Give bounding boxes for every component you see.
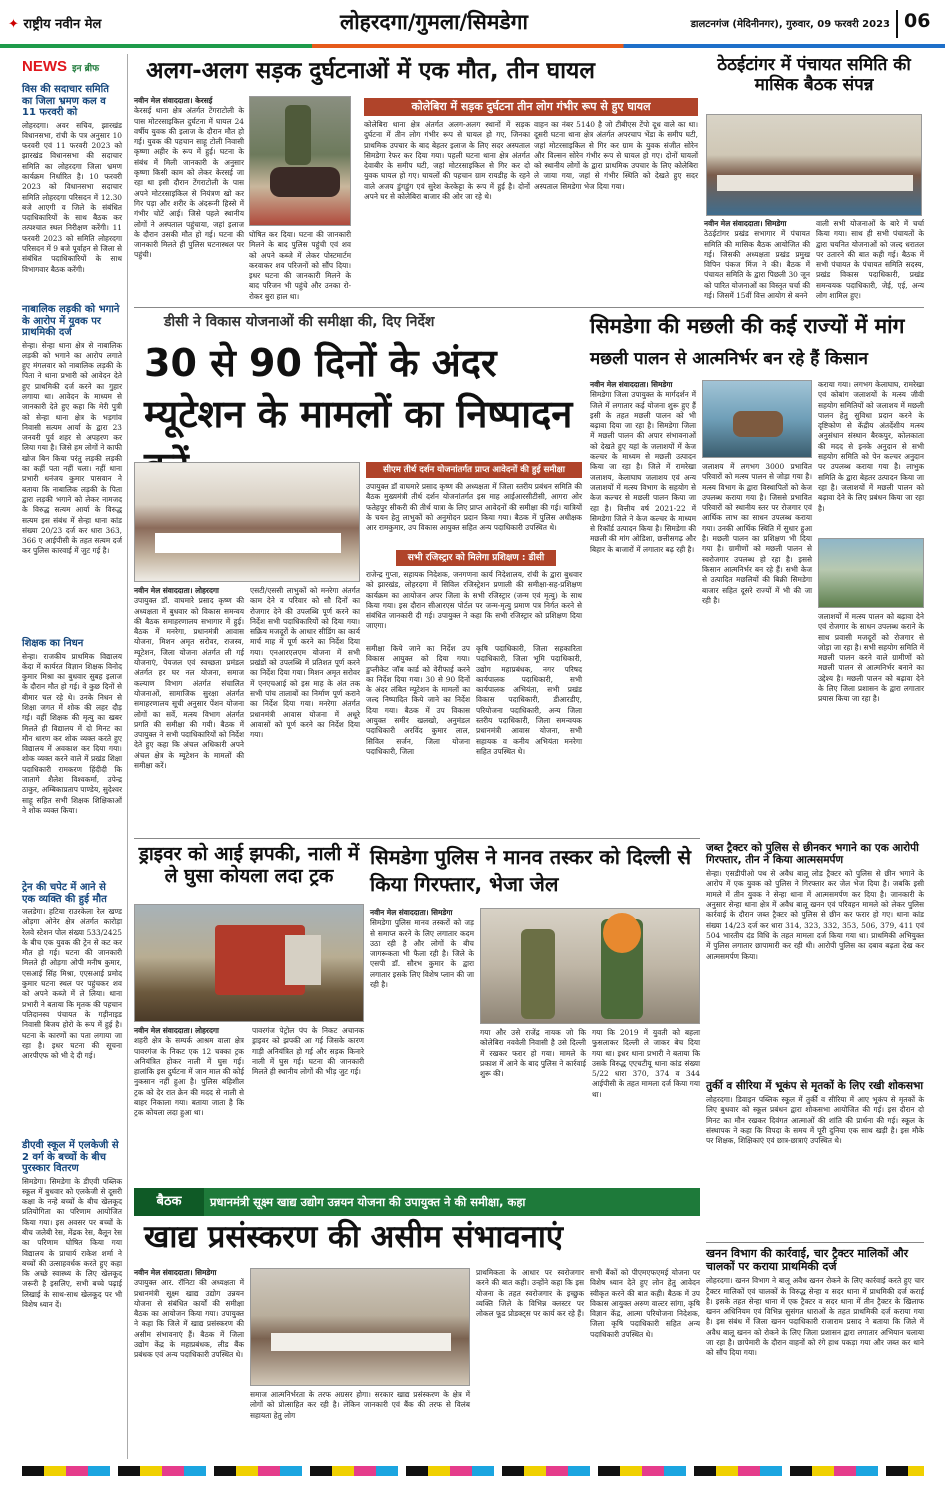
trafficker-text-3: गया कि 2019 में युवती को बहला फुसलाकर दिल्ली ले जाकर बेच दिया गया था। इधर थाना प्रभारी ने बताया कि उसके विरुद्ध एएचटीयू थाना कांड संख्या 5/22 धारा 370, 374 व 344 आईपीसी के तहत मामला दर्ज किया गया था। [592,1028,700,1099]
food-text-2: समाज आत्मनिर्भरता के तरफ अग्रसर होगा। सरकार खाद्य प्रसंस्करण के क्षेत्र में लोगों को प्रोत्साहित कर रही है। लेकिन जानकारी एवं बैंक की तरफ से विलंब सहायता हेतु लोग [250,1390,470,1420]
trafficker-story [370,842,700,1182]
food-banner [134,1188,700,1216]
meeting-desk [271,1333,451,1351]
food-banner-text: प्रधानमंत्री सूक्ष्म खाद्य उद्योग उन्नयन योजना की उपायुक्त ने की समीक्षा, कहा [210,1195,526,1209]
brief-item: नाबालिक लड़की को भगाने के आरोप में युवक पर प्राथमिकी दर्ज सेन्हा। सेन्हा थाना क्षेत्र से नाबालिक लड़की को भगाने का आरोप लगाते हुए मंगलवार को नाबालिक लड़की के पिता ने थाना प्रभारी को आवेदन देते हुए प्राथमिकी दर्ज करने का गुहार लगाया था। आवेदन के माध्यम से जानकारी देते हुए कहा कि मेरी पुत्री को सेन्हा थाना क्षेत्र के भड़गांव निवासी सत्यम आर्या के द्वारा 23 जनवरी पूर्व शहर से अपहरण कर लिया गया है। जिसे हम लोगों ने काफी खोज बिन किया परंतु लड़की लड़की का कहीं पता नहीं चला। नहीं थाना प्रभारी धनंजय कुमार पासवान ने बताया कि नाबालिक लड़की के पिता द्वारा लड़की भगाने को लेकर नामजद के विरुद्ध सत्यम आर्या के विरुद्ध सत्यम इस संबंध में सेन्हा थाना कांड संख्या 20/23 दर्ज कर धारा 363, 366 ए आईपीसी के तहत सत्यम दर्ज कर पुलिस कारवाई में जुट गई है। [22,304,122,556]
column-divider [127,54,128,1459]
earthquake-story: तुर्की व सीरिया में भूकंप से मृतकों के लिए रखी शोकसभा लोहरदगा। डिवाइन पब्लिक स्कूल में तुर्की व सीरिया में आए भूकंप से मृतकों के लिए बुधवार को स्कूल प्रबंधन द्वारा शोकसभा आयोजित की गई। इस दौरान दो मिनट का मौन रखकर दिवंगत आत्माओं की शांति की प्रार्थना की गई। स्कूल के संस्थापक ने कहा कि विपदा के समय में पूरी दुनिया एक साथ खड़ी है। इस मौके पर शिक्षक, शिक्षिकाएं एवं छात्र-छात्राएं उपस्थित थे। [706,1080,924,1146]
fish-headline: सिमडेगा की मछली की कई राज्यों में मांग [590,314,905,338]
mutation-text-1: नवीन मेल संवाददाता। लोहरदगा उपायुक्त डॉ. वाघमारे प्रसाद कृष्ण की अध्यक्षता में बुधवार को विकास समन्वय की बैठक समाहरणालय सभागार में हुई। बैठक में मनरेगा, प्रधानमंत्री आवास योजना, मिशन अमृत सरोवर, राजस्व, म्यूटेशन, जिला योजना अंतर्गत ली गई योजनाएं, पेयजल एवं स्वच्छता प्रमंडल अंतर्गत हर घर नल योजना, समाज कल्याण विभाग अंतर्गत संचालित योजनाओं, सामाजिक सुरक्षा अंतर्गत समाहरणालय सूची अनुसार पेंशन योजना लोगों का सर्वे, मत्स्य विभाग अंतर्गत प्रगति की समीक्षा की गयी। बैठक में उपायुक्त ने सभी पदाधिकारियों को निर्देश देते हुए कहा कि अंचल अधिकारी अपने अंचल क्षेत्र के म्यूटेशन के मामलों की समीक्षा करें। [134,586,244,771]
blurred-face [603,913,641,953]
truck-text-1: नवीन मेल संवाददाता। लोहरदगा शहरी क्षेत्र के सम्पर्क आश्रम वाला क्षेत्र पावरगंज के निकट एक 12 चक्का ट्रक अनियंत्रित होकर नाली में घुस गई। हालांकि इस दुर्घटना में जान माल की कोई नुकसान नहीं हुआ है। पुलिस बहिशील ट्रक को देर रात क्रेन की मदद से नाली से बाहर निकाला गया। बताया जाता है कि ट्रक कोयला लदा हुआ था। [134,1026,244,1118]
pilgrimage-sub-banner: सीएम तीर्थ दर्शन योजनांतर्गत प्राप्त आवेदनों की हुई समीक्षा [366,462,582,478]
accident-left-text: नवीन मेल संवाददाता। केरसई केरसई थाना क्षेत्र अंतर्गत टेंगराटोली के पास मोटरसाइकिल दुर्घटना में घायल 24 वर्षीय युवक की इलाज के दौरान मौत हो गई। युवक की पहचान साहू टोली निवासी कृष्णा अहीर के रूप में हुई। घटना के संबंध में मिली जानकारी के अनुसार कृष्णा किसी काम को लेकर केरसई जा रहा था इसी दौरान टेंगराटोली के पास अपने मोटरसाइकिल से नियंत्रण खो कर गिर पड़ा और शरीर के अंदरूनी हिस्से में गंभीर चोटें आई। जिसे पहले स्थानीय लोगों ने अस्पताल पहुंचाया, जहां इलाज के दौरान उसकी मौत हो गई। घटना की जानकारी मिलते ही पुलिस घटनास्थल पर पहुंची। [134,96,244,260]
trafficker-text-1: नवीन मेल संवाददाता। सिमडेगा सिमडेगा पुलिस मानव तस्करों को जड़ से समाप्त करने के लिए लगातार कदम उठा रही है और लोगों के बीच जागरूकता भी फैला रही है। जिले के एसपी डॉ. सौरभ कुमार के द्वारा लगातार इसके लिए विशेष प्लान की जा रही है। [370,908,474,990]
food-text-3: प्राथमिकता के आधार पर स्वरोजगार करने की बात कही। उन्होंने कहा कि इस योजना के तहत स्वरोजगार के इच्छुक व्यक्ति जिले के विभिन्न क्लस्टर पर लोकल फूड प्रोडक्ट्स पर कार्य कर रहे हैं। [476,1268,585,1319]
registrar-text: राजेन्द्र गुप्ता, सहायक निदेशक, जनगणना कार्य निदेशालय, रांची के द्वारा बुधवार को झारखंड, लोहरदगा में सिविल रजिस्ट्रेशन प्रणाली की समीक्षा-सह-प्रशिक्षण कार्यक्रम का आयोजन अपर जिला के सभी रजिस्ट्रार (जन्म एवं मृत्यु) के साथ किया गया। इस दौरान सीआरएस पोर्टल पर जन्म-मृत्यु प्रमाण पत्र निर्गत करने से संबंधित जानकारी दी गई। उपायुक्त ने कहा कि सभी रजिस्ट्रार को प्रशिक्षण दिया जाएगा। [366,570,582,631]
mutation-kicker: डीसी ने विकास योजनाओं की समीक्षा की, दिए निर्देश [164,314,435,330]
mutation-text-2: एसटी/एससी लाभुकों को मनरेगा अंतर्गत काम देने व परिवार को सौ दिनों का रोजगार देने की उपलब्धि पूर्ण करने का निर्देश सभी पदाधिकारियों को दिया गया। सक्रिय मजदूरों के आधार सीडिंग का कार्य मार्च माह में पूर्ण करने का निर्देश दिया गया। एनआरएलएम योजना में सभी प्रखंडों को उपलब्धि में प्रतिशत पूर्ण करने का निर्देश दिया गया। मिशन अमृत सरोवर में एनएचआई को इस माह के अंत तक सभी पांच तालाबों का निर्माण पूर्ण कराने का निर्देश दिया गया। मनरेगा अंतर्गत प्रधानमंत्री आवास योजना में अधूरे आवासों को पूर्ण करने का निर्देश दिया गया। [250,586,360,740]
food-text-4: सभी बैंकों को पीएमएफएमई योजना पर विशेष ध्यान देते हुए लोन हेतु आवेदन स्वीकृत करने की बात कही। बैठक में उप विकास आयुक्त अरुण वाल्टर सांगा, कृषि विज्ञान केंद्र, आत्मा परियोजना निदेशक, जिला कृषि पदाधिकारी सहित अन्य पदाधिकारी उपस्थित थे। [590,1268,700,1339]
fish-pen-photo [702,380,812,458]
officer-figure [521,929,555,1019]
newspaper-logo: ✦ राष्ट्रीय नवीन मेल [8,17,102,32]
section-divider [134,838,700,839]
accident-mid-text: घोषित कर दिया। घटना की जानकारी मिलने के बाद पुलिस पहुंची एवं शव को अपने कब्जे में लेकर पोस्टमार्टम करवाकर शव परिजनों को सौंप दिया। इधर घटना की जानकारी मिलने के बाद परिजन भी पहुंचे और उनका रो-रोकर बुरा हाल था। [249,230,351,301]
accident-right-text-2: वाहन का नंबर 5140 है जो टीबीएस टेंपो दूध वाले का था। दूसरी घटना थाना क्षेत्र अंतर्गत अपरचाप भेंडा के समीप घटी, जहां मोटरसाइकिल से गिर कर ग्राम के युवक संजीत सोरेन और विल्सन सोरेन गंभीर रूप से घायल हो गए। दोनों घायलों को स्थानीय लोगों के द्वारा प्राथमिक उपचार के लिए कोलेबिरा ले जाया गया, जहां से गंभीर स्थिति को देखते हुए सदर अस्पताल सिमडेगा भेज दिया गया। [534,120,698,191]
truck-text-2: पावरगंज पेट्रोल पंप के निकट अचानक ड्राइवर को झपकी आ गई जिसके कारण गाड़ी अनियंत्रित हो गई और सड़क किनारे नाली में घुस गई। घटना की जानकारी मिलते ही स्थानीय लोगों की भीड़ जुट गई। [252,1026,364,1077]
tractor-headline: जब्त ट्रैक्टर को पुलिस से छीनकर भगाने का एक आरोपी गिरफ्तार, तीन ने किया आत्मसमर्पण [706,842,919,867]
section-title: लोहरदगा/गुमला/सिमडेगा [340,10,528,34]
footer-color-bar [22,1466,924,1476]
thethaitangar-text-1: नवीन मेल संवाददाता। सिमडेगा ठेठईटांगर प्रखंड सभागार में पंचायत समिति की मासिक बैठक आयोजित की गई। जिसकी अध्यक्षता प्रखंड प्रमुख विपिन पंकज मिंज ने की। बैठक में पंचायत समिति के द्वारा पिछली 30 जून को पारित योजनाओं का विस्तृत चर्चा की गई। जिसमें 15वीं वित्त आयोग से बनने [704,219,811,301]
mutation-text-4: कृषि पदाधिकारी, जिला सहकारिता पदाधिकारी, जिला भूमि पदाधिकारी, उद्योग महाप्रबंधक, नगर परिषद कार्यपालक पदाधिकारी, सभी कार्यपालक अभियंता, सभी प्रखंड विकास पदाधिकारी, डीआरडीए, परियोजना पदाधिकारी, अन्य जिला स्तरीय पदाधिकारी, जिला समन्वयक प्रधानमंत्री आवास योजना, सभी सहायक व कनीय अभियंता मनरेगा सहित उपस्थित थे। [476,644,582,756]
bird-icon: ✦ [8,17,19,32]
dateline: डालटनगंज (मेदिनीनगर), गुरुवार, 09 फरवरी 2023 [690,19,890,30]
masthead [0,0,945,48]
registrar-sub-banner: सभी रजिस्ट्रार को मिलेगा प्रशिक्षण : डीसी [396,550,556,566]
tractor-story: जब्त ट्रैक्टर को पुलिस से छीनकर भगाने का एक आरोपी गिरफ्तार, तीन ने किया आत्मसमर्पण सेन्हा। एसडीपीओ पथ से अवैध बालू लोड ट्रैक्टर को पुलिस से छीन भगाने के आरोप में एक युवक को पुलिस ने गिरफ्तार कर जेल भेज दिया है। जबकि इसी मामले में तीन युवक ने सेन्हा थाना में आत्मसमर्पण कर दिया है। जानकारी के अनुसार सेन्हा थाना क्षेत्र में अवैध बालू खनन एवं परिवहन मामले को लेकर पुलिस कार्रवाई के दौरान जब्त ट्रैक्टर को पुलिस से छीन कर फरार हो गए। थाना कांड संख्या 14/23 दर्ज कर धारा 314, 323, 332, 353, 506, 379, 411 एवं 504 भारतीय दंड विधि के तहत मामला दर्ज किया गया था। प्राथमिकी अभियुक्त में पुलिस लगातार छापामारी कर रही थी। आरोपी पुलिस का दबाव बढ़ता देख कर आत्मसमर्पण किया। [706,842,924,961]
truck-photo [134,904,364,1022]
mutation-headline: 30 से 90 दिनों के अंदर म्यूटेशन के मामलों का निष्पादन [144,341,573,437]
accident-right-text-1: कोलेबिरा थाना क्षेत्र अंतर्गत अलग-अलग स्थानों में सड़क दुर्घटना में तीन लोग गंभीर रूप से घायल हो गए, जिनका प्राथमिक उपचार के बाद बेहतर इलाज के लिए सदर अस्पताल सिमडेगा रेफर कर दिया गया। पहली घटना थाना क्षेत्र अंतर्गत देवाबीर के समीप घटी, जहां मोटरसाइकिल से गिर कर दो युवक घायल हो गए। घायलों की पहचान ग्राम रायडीह के रहने वाले अजय डुंगडुंग एवं सुरेश केरकेट्टा के रूप में हुई है। दोनों अपने घर से कोलेबिरा बाजार की ओर जा रहे थे। [364,120,530,202]
thethaitangar-text-2: वाली सभी योजनाओं के बारे में चर्चा किया गया। साथ ही सभी पंचायतों के द्वारा चयनित योजनाओं को जल्द धरातल पर उतारने की बात कही गई। बैठक में सभी पंचायत के पंचायत समिति सदस्य, प्रखंड विकास पदाधिकारी, प्रखंड समन्वयक पदाधिकारी, जेई, एई, अन्य लोग शामिल हुए। [816,219,924,301]
section-divider [706,1242,924,1243]
fish-text-2: जलाशय में लगभग 3000 प्रभावित परिवारों को मत्स्य पालन से जोड़ा गया है। मत्स्य विभाग के द्वारा विस्थापितों को केज उपलब्ध कराया गया है। जिससे प्रभावित परिवारों को स्थानीय स्तर पर रोजगार एवं आर्थिक लाभ का साधन उपलब्ध कराया गया। उनकी आर्थिक स्थिति में सुधार हुआ है। मछली पालन का प्रशिक्षण भी दिया गया है। ग्रामीणों को मछली पालन से स्वरोजगार उपलब्ध हो रहा है। इससे किसान आत्मनिर्भर बन रहे हैं। सभी केज से उत्पादित मछलियों की बिक्री सिमडेगा बाजार सहित दूसरे राज्यों में भी की जा रही है। [702,462,812,605]
mutation-story [134,312,584,835]
accident-photo [249,96,351,226]
thethaitangar-headline: ठेठईटांगर में पंचायत समिति की मासिक बैठक संपन्न [717,55,911,95]
fish-text-3: कराया गया। लगभग केलाघाघ, रामरेखा एवं कोबांग जलाशयों के मत्स्य जीवी सहयोग समितियों को जलाशय में मछली पालन हेतु सुविधा प्रदान करने के दृष्टिकोण से केंद्रीय अंतर्देशीय मत्स्य अनुसंधान संस्थान बैरकपुर, कोलकाता की मदद से इनके अनुदान से सभी सहयोग समिति को पेन कल्चर अनुदान पर उपलब्ध कराया गया है। लाभुक समिति के द्वारा बेहतर उत्पादन किया जा रहा है। जलाशयों में मछली पालन को बढ़ावा देने के लिए प्रबंधन किया जा रहा है। [818,380,924,513]
fish-subhead: मछली पालन से आत्मनिर्भर बन रहे हैं किसान [590,349,868,369]
truck-cab [285,935,321,985]
mutation-meeting-photo [134,462,360,582]
arrest-photo [480,908,700,1024]
thethaitangar-story [704,54,924,304]
trafficker-headline: सिमडेगा पुलिस ने मानव तस्कर को दिल्ली से किया गिरफ्तार, भेजा जेल [370,845,691,896]
conference-table [155,533,341,553]
food-meeting-photo [250,1268,470,1386]
brief-item: विस की सदाचार समिति का जिला भ्रमण कल व 11 फरवरी को लोहरदगा। अवर सचिव, झारखंड विधानसभा, रांची के पत्र अनुसार 10 फरवरी एवं 11 फरवरी 2023 को झारखंड विधानसभा की सदाचार समिति का लोहरदगा जिला भ्रमण कार्यक्रम निर्धारित है। 10 फरवरी 2023 को विधानसभा सदाचार समिति लोहरदगा परिसदन में 12.30 बजे आएगी व जिले के संबंधित पदाधिकारियों के साथ बैठक कर तत्पश्चात स्थल निरीक्षण करेंगी। 11 फरवरी 2023 को समिति लोहरदगा परिसदन में 9 बजे पूर्वाहन से जिला से संबंधित पदाधिकारियों के साथ विभागवार बैठक करेंगी। [22,84,122,274]
food-kicker: बैठक [134,1188,204,1216]
masthead-rule [0,44,945,48]
page-number: 06 [896,10,936,38]
truck-headline: ड्राइवर को आई झपकी, नाली में ले घुसा कोयला लदा ट्रक [138,843,360,887]
earthquake-headline: तुर्की व सीरिया में भूकंप से मृतकों के लिए रखी शोकसभा [706,1080,924,1092]
pilgrimage-text: उपायुक्त डॉ वाघमारे प्रसाद कृष्ण की अध्यक्षता में जिला स्तरीय प्रबंधन समिति की बैठक मुख्यमंत्री तीर्थ दर्शन योजनांतर्गत इस माह आईआरसीटीसी, आगरा ओर फतेहपुर सीकरी की तीर्थ यात्रा के लिए प्राप्त आवेदनों की समीक्षा की गई। यात्रियों के चयन हेतु लाभुकों को अनुमोदन प्रदान किया गया। बैठक में पुलिस अधीक्षक आर रामकुमार, उप विकास आयुक्त सहित अन्य पदाधिकारी उपस्थित थे। [366,482,582,533]
fish-story [590,312,924,835]
fishermen-figure [733,411,783,437]
news-brief-column [22,54,122,1459]
trafficker-text-2: गया और उसे राजेंद्र नायक जो कि कोलेबिरा नववेली निवासी है उसे दिल्ली में रखकर फरार हो गया। मामले के प्रकाश में आने के बाद पुलिस ने कार्रवाई शुरू की। [480,1028,586,1079]
fish-text-1: नवीन मेल संवाददाता। सिमडेगा सिमडेगा जिला उपायुक्त के मार्गदर्शन में जिले में लगातार कई योजना शुरू हुए हैं इसी के तहत मछली पालन को भी बढ़ावा दिया जा रहा है। सिमडेगा जिला में मछली पालन की अपार संभावनाओं को देखते हुए यहां के जलाशयों में केज कल्चर के माध्यम से मछली उत्पादन किया जा रहा है। जिले में रामरेखा जलाशय, केलाघाघ जलाशय एवं अन्य जलाशयों में मत्स्य विभाग के सहयोग से केज कल्चर से मछली पालन किया जा रहा है। वित्तीय वर्ष 2021-22 में सिमडेगा जिले ने केज कल्चर के माध्यम से रिकॉर्ड उत्पादन किया है। सिमडेगा की मछली की मांग ओडिशा, छत्तीसगढ़ और बिहार के बाजारों में लगातार बढ़ रही है। [590,380,696,554]
mining-story: खनन विभाग की कार्रवाई, चार ट्रैक्टर मालिकों और चालकों पर कराया प्राथमिकी दर्ज लोहरदगा। खनन विभाग ने बालू अवैध खनन रोकने के लिए कार्रवाई करते हुए चार ट्रैक्टर मालिकों एवं चालकों के विरुद्ध सेन्हा व सदर थाना में प्राथमिकी दर्ज कराई है। इसके तहत सेन्हा थाना में एक ट्रैक्टर व सदर थाना में तीन ट्रैक्टर के खिलाफ खनन अधिनियम एवं विभिन्न सुसंगत धाराओं के तहत प्राथमिकी दर्ज कराया गया है। इस संबंध में जिला खनन पदाधिकारी राजाराम प्रसाद ने बताया कि जिले में अवैध बालू खनन को रोकने के लिए जिला प्रशासन द्वारा लगातार अभियान चलाया जा रहा है। छापेमारी के दौरान वाहनों को रंगे हाथ पकड़ा गया और जब्त कर थाने को सौंप दिया गया। [706,1247,924,1358]
brief-item: शिक्षक का निधन सेन्हा। राजकीय प्राथमिक विद्यालय केंदा में कार्यरत विज्ञान शिक्षक विनोद कुमार मिश्रा का बुधवार सुबह इलाज के दौरान मौत हो गई। वे कुछ दिनों से बीमार चल रहे थे। उनके निधन से शिक्षा जगत में शोक की लहर दौड़ गई। वहीं शिक्षक की मृत्यु का खबर मिलते ही विद्यालय में दो मिनट का मौन धारण कर शोक व्यक्त करते हुए विद्यालय में अवकाश कर दिया गया। शोक व्यक्त करने वाले में प्रखंड शिक्षा पदाधिकारी रामकरण हिंदीदी कि जातागे शैलेश विश्वकर्मा, उपेन्द्र ठाकुर, अम्बिकाप्रताप पाण्डेय, सुदेश्वर साहू सहित सभी शिक्षक शिक्षिकाओं ने शोक व्यक्त किया। [22,638,123,815]
accident-sub-banner: कोलेबिरा में सड़क दुर्घटना तीन लोग गंभीर रूप से हुए घायल [364,98,698,116]
meeting-table [717,175,913,191]
food-headline: खाद्य प्रसंस्करण की असीम संभावनाएं [144,1219,564,1255]
mining-headline: खनन विभाग की कार्रवाई, चार ट्रैक्टर मालिकों और चालकों पर कराया प्राथमिकी दर्ज [706,1247,909,1273]
section-divider [134,307,924,308]
meeting-photo [706,114,922,216]
accident-story [134,54,700,304]
fish-text-4: जलाशयों में मत्स्य पालन को बढ़ावा देने एवं रोजगार के साधन उपलब्ध कराने के साथ प्रवासी मजदूरों को रोजगार से जोड़ा जा रहा है। सभी सहयोग समिति में मछली पालन करने वाले ग्रामीणों को मछली पालन से आत्मनिर्भर बनाने का उद्देश्य है। मछली पालन को बढ़ावा देने के लिए जिला प्रशासन के द्वारा लगातार प्रयास किया जा रहा है। [818,612,924,704]
brief-item: ट्रेन की चपेट में आने से एक व्यक्ति की हुई मौत जलडेगा। हटिया राउरकेला रेल खण्ड ओड़गा ओनेर क्षेत्र अंतर्गत कारोड़ा रेलवे स्टेशन पोल संख्या 533/2425 के बीच एक युवक की ट्रेन से कट कर मौत हो गई। घटना की जानकारी मिलते ही ओड़गा ओपी मनीष कुमार, एसआई सिंह मिश्रा, एएसआई प्रमोद कुमार घटना स्थल पर पहुंचकर शव को अपने कब्जे में ले लिया। थाना प्रभारी ने बताया कि मृतक की पहचान पतिदानस्व पंचायत के गड़ीनाइड निवासी बिजय होरो के रूप में हुई है। घटना के कारणों का पता लगाया जा रहा है। इधर घटना की सूचना आरपीएफ को भी दे दी गई। [22,882,122,1061]
food-processing-story [134,1186,700,1458]
mutation-text-3: समीक्षा किये जाने का निर्देश उप विकास आयुक्त को दिया गया। डुप्लीकेट जॉब कार्ड को वेरीफाई करने का निर्देश दिया गया। 30 से 90 दिनों के अंदर लंबित म्यूटेशन के मामलों का जल्द निष्पादित किये जाने का निर्देश दिया गया। बैठक में उप विकास आयुक्त समीर खलखो, अनुमंडल पदाधिकारी अरविंद कुमार लाल, सिविल सर्जन, जिला योजना पदाधिकारी, जिला [366,644,470,756]
accident-headline: अलग-अलग सड़क दुर्घटनाओं में एक मौत, तीन घायल [146,58,595,84]
brief-item: डीएवी स्कूल में एलकेजी से 2 वर्ग के बच्चों के बीच पुरस्कार वितरण सिमडेगा। सिमडेगा के डीएवी पब्लिक स्कूल में बुधवार को एलकेजी से दूसरी कक्षा के नन्हे बच्चों के बीच खेलकूद प्रतियोगिता का परिणाम आयोजित किया गया। इस अवसर पर बच्चों के बीच जलेबी रेस, मेंढक रेस, बैलून रेस का परिणाम घोषित किया गया विद्यालय के प्राचार्य राकेश शर्मा ने बच्चों की उत्साहवर्धक करते हुए कहा कि अच्छे स्वास्थ्य के लिए खेलकूद जरूरी है इसलिए, सभी बच्चे पढ़ाई लिखाई के साथ-साथ खेलकूद पर भी विशेष ध्यान दें। [22,1140,122,1310]
patient-figure [270,167,340,197]
fish-harvest-photo [818,538,924,608]
news-brief-label: NEWS इन ब्रीफ [22,58,100,75]
food-text-1: नवीन मेल संवाददाता। सिमडेगा उपायुक्त आर. रॉनिटा की अध्यक्षता में प्रधानमंत्री सूक्ष्म खाद्य उद्योग उन्नयन योजना से संबंधित कार्यों की समीक्षा बैठक का आयोजन किया गया। उपायुक्त ने कहा कि जिले में खाद्य प्रसंस्करण की असीम संभावनाएं हैं। बैठक में जिला उद्योग केंद्र के महाप्रबंधक, लीड बैंक प्रबंधक एवं अन्य पदाधिकारी उपस्थित थे। [134,1268,244,1360]
police-figure [285,105,311,165]
truck-story [134,842,364,1182]
